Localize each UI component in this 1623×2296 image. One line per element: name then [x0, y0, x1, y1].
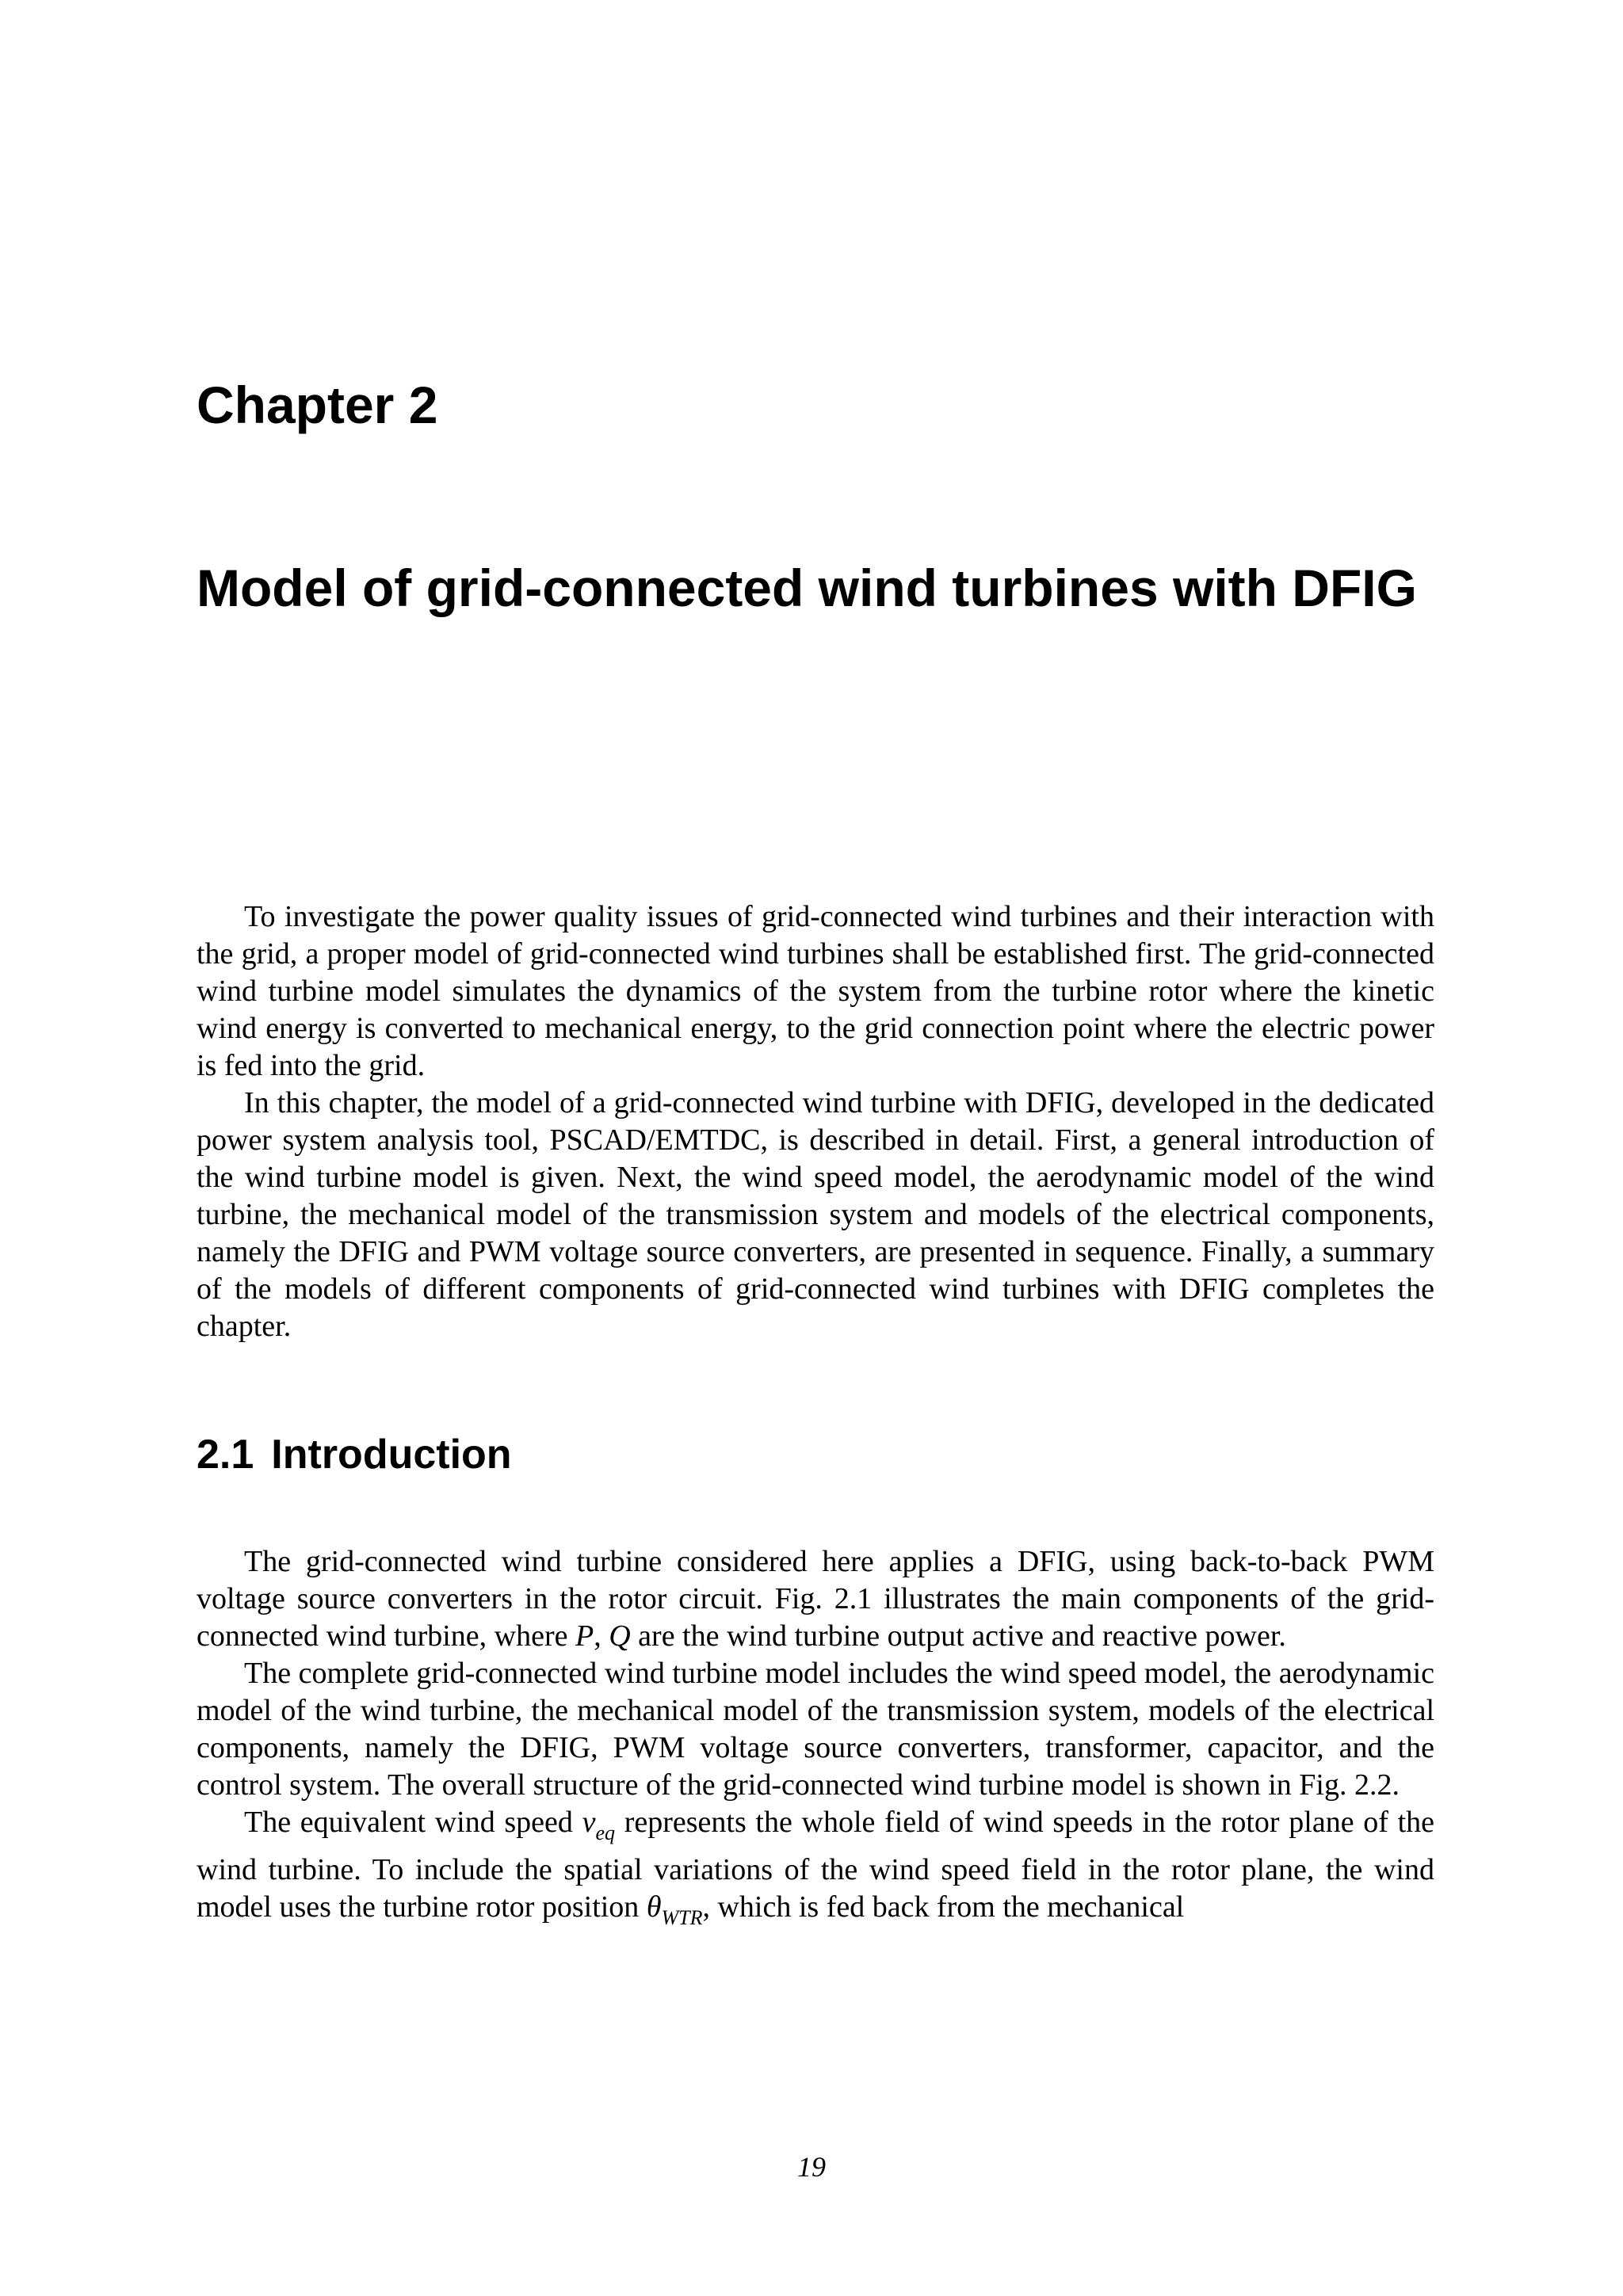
math-variable-p: P: [575, 1619, 594, 1653]
section-title: Introduction: [271, 1432, 512, 1478]
math-variable-v: v: [582, 1806, 596, 1839]
math-variable-theta: θ: [646, 1890, 662, 1924]
math-subscript-eq: eq: [595, 1821, 616, 1844]
text-run: are the wind turbine output active and reactive power.: [630, 1619, 1286, 1653]
section-number: 2.1: [197, 1432, 254, 1478]
text-run: , which is fed back from the mechanical: [702, 1890, 1185, 1924]
text-run: The equivalent wind speed: [244, 1806, 582, 1839]
section-paragraph-2: The complete grid-connected wind turbine model includes the wind speed model, the aerodynamic model of the wind turbine, the mechanical model of the transmission system, models of the electrical components, namely the DFIG, PWM voltage source converters, transformer, capacitor, and the control system. The overall structure of the grid-connected wind turbine model is shown in Fig. 2.2.: [197, 1657, 1434, 1802]
chapter-title: Model of grid-connected wind turbines with DFIG: [197, 559, 1417, 617]
math-subscript-wtr: WTR: [661, 1906, 703, 1929]
text-run: ,: [594, 1619, 609, 1653]
math-variable-q: Q: [609, 1619, 631, 1653]
section-paragraph-1: [197, 1543, 1434, 1655]
text-run: The grid-connected wind turbine considered here applies a DFIG, using back-to-back PWM voltage source converters in the rotor circuit. Fig. 2.1 illustrates the main components of the grid-connected wind turbine, where: [197, 1545, 1434, 1653]
intro-paragraph-1: To investigate the power quality issues of grid-connected wind turbines and their interaction with the grid, a proper model of grid-connected wind turbines shall be established first. The grid-connected wind turbine model simulates the dynamics of the system from the turbine rotor where the kinetic wind energy is converted to mechanical energy, to the grid connection point where the electric power is fed into the grid.: [197, 900, 1434, 1082]
text-run: represents the whole field of wind speeds in the rotor plane of the wind turbine. To include the spatial variations of the wind speed field in the rotor plane, the wind model uses the turbine rotor position: [197, 1806, 1434, 1924]
section-paragraph-3: [197, 1804, 1434, 1936]
page-number: 19: [797, 2151, 826, 2183]
intro-text: [197, 898, 1434, 1345]
chapter-label: Chapter 2: [197, 376, 438, 434]
section-text: [197, 1543, 1434, 1936]
section-heading: [197, 1432, 512, 1478]
intro-paragraph-2: In this chapter, the model of a grid-connected wind turbine with DFIG, developed in the dedicated power system analysis tool, PSCAD/EMTDC, is described in detail. First, a general introduction of the wind turbine model is given. Next, the wind speed model, the aerodynamic model of the wind turbine, the mechanical model of the transmission system and models of the electrical components, namely the DFIG and PWM voltage source converters, are presented in sequence. Finally, a summary of the models of different components of grid-connected wind turbines with DFIG completes the chapter.: [197, 1086, 1434, 1343]
